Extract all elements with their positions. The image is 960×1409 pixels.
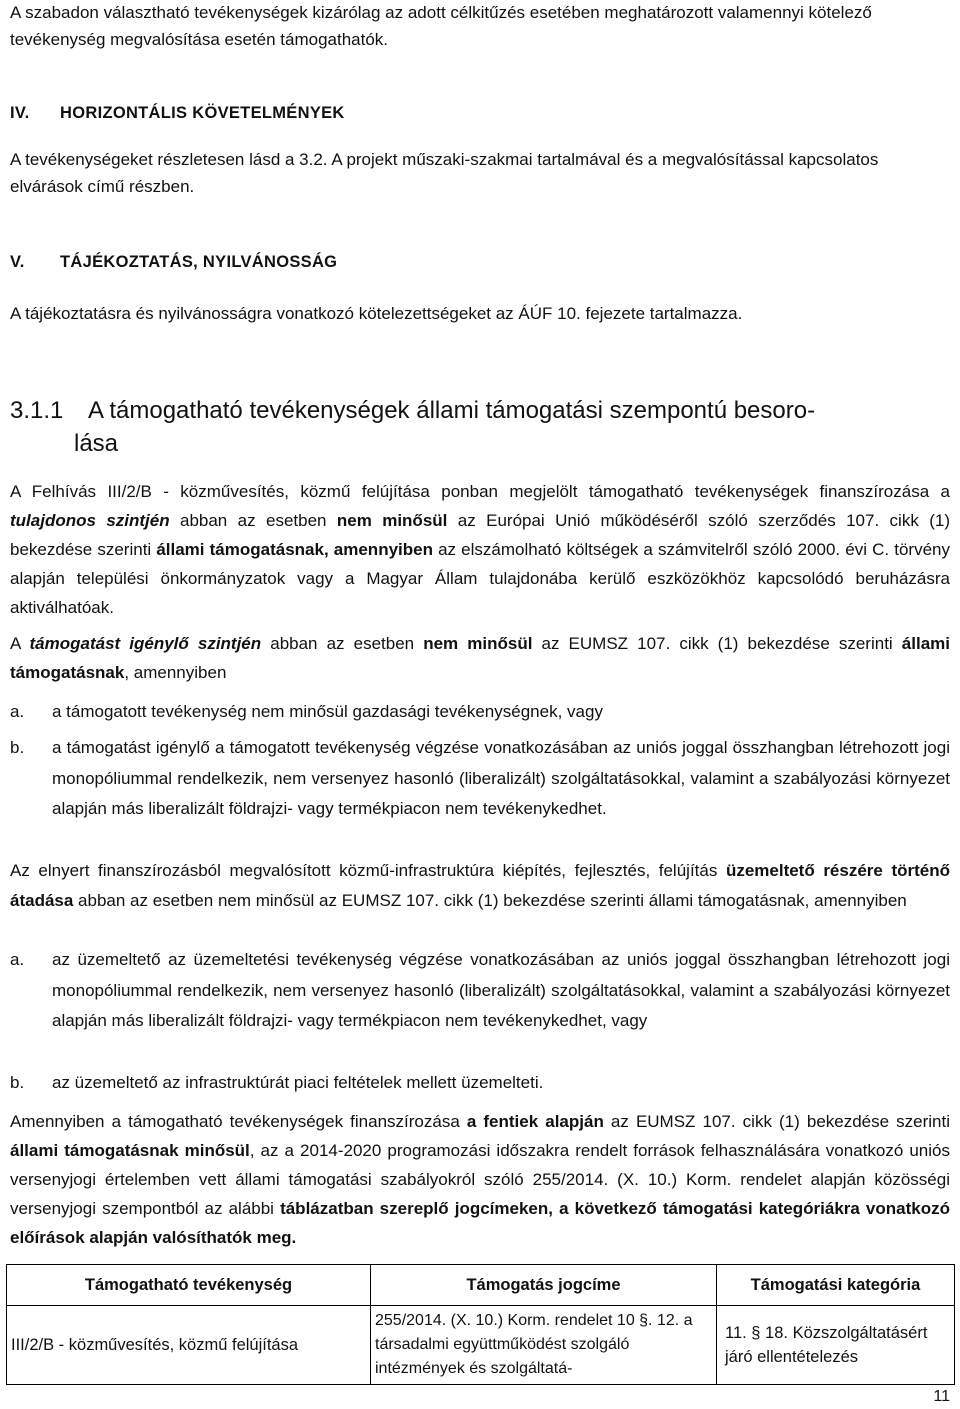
p4-bold-2: állami támogatásnak minősül	[10, 1141, 250, 1160]
p1-text-4: az elszámolható költségek a számvitelről szóló 2000. évi C. törvény alapján települési önkormányzatok vagy a Magyar Állam tulajdonába kerülő eszközökhöz kapcsolódó beruházásra aktiválhatóak.	[10, 540, 950, 617]
subsection-heading	[10, 394, 950, 460]
table-header-row	[7, 1265, 955, 1306]
table-header-cell: Támogatási kategória	[717, 1265, 955, 1306]
p2-text-1: A	[10, 634, 30, 653]
list-item-text: a támogatott tevékenység nem minősül gazdasági tevékenységnek, vagy	[52, 702, 603, 721]
table-header-cell: Támogatás jogcíme	[371, 1265, 717, 1306]
list-1-item-b	[10, 733, 950, 825]
subsection-number: 3.1.1	[10, 397, 64, 424]
list-1-item-a	[10, 697, 950, 728]
section-iv-number: IV.	[10, 104, 30, 122]
list-marker: b.	[10, 1073, 25, 1092]
p1-emph-1: tulajdonos szintjén	[10, 511, 170, 530]
paragraph-4	[10, 1107, 950, 1252]
p1-text-1: A Felhívás III/2/B - közművesítés, közmű felújítása ponban megjelölt támogatható tevékenységek finanszírozása a	[10, 482, 950, 501]
list-2-item-b	[10, 1068, 950, 1099]
subsection-title-line2: lása	[74, 430, 119, 457]
p1-bold-1: nem minősül	[336, 511, 448, 530]
section-v-text: A tájékoztatásra és nyilvánosságra vonatkozó kötelezettségeket az ÁÚF 10. fejezete tartalmazza.	[10, 304, 743, 323]
p1-bold-2: állami támogatásnak, amennyiben	[156, 540, 433, 559]
table-cell: 11. § 18. Közszolgáltatásért járó ellentételezés	[717, 1306, 955, 1385]
p4-text-3: , az a 2014-2020 programozási időszakra rendelt források felhasználására vonatkozó uniós versenyjogi értelemben vett állami támogatási szabályokról szóló 255/2014. (X. 10.) Korm. rendelet alapján közösségi versenyjogi szempontból az alábbi	[10, 1141, 950, 1218]
table-cell: III/2/B - közművesítés, közmű felújítása	[7, 1306, 371, 1385]
p2-bold-1: nem minősül	[423, 634, 533, 653]
list-marker: a.	[10, 702, 25, 721]
section-iv-title: HORIZONTÁLIS KÖVETELMÉNYEK	[60, 104, 345, 122]
p3-text-2: abban az esetben nem minősül az EUMSZ 107. cikk (1) bekezdése szerinti állami támogatásnak, amennyiben	[73, 890, 907, 910]
section-v-title: TÁJÉKOZTATÁS, NYILVÁNOSSÁG	[60, 253, 338, 271]
table-cell: 255/2014. (X. 10.) Korm. rendelet 10 §. 12. a társadalmi együttműködést szolgáló intézmények és szolgáltatá-	[371, 1306, 717, 1385]
paragraph-2	[10, 629, 950, 687]
p4-bold-1: a fentiek alapján	[466, 1112, 604, 1131]
intro-paragraph: A szabadon választható tevékenységek kizárólag az adott célkitűzés esetében meghatározott valamennyi kötelező tevékenység megvalósítása esetén támogathatók.	[10, 3, 872, 49]
section-iv-heading	[10, 104, 345, 123]
table-row	[7, 1306, 955, 1385]
p2-bold-2: állami támogatásnak	[10, 634, 950, 682]
page-number: 11	[933, 1388, 950, 1405]
section-v-number: V.	[10, 253, 25, 271]
p3-text-1: Az elnyert finanszírozásból megvalósított közmű-infrastruktúra kiépítés, fejlesztés, felújítás	[10, 861, 726, 880]
aid-category-table	[6, 1264, 955, 1385]
paragraph-1	[10, 477, 950, 622]
table-header-cell: Támogatható tevékenység	[7, 1265, 371, 1306]
list-2-item-a	[10, 945, 950, 1037]
section-iv-text: A tevékenységeket részletesen lásd a 3.2. A projekt műszaki-szakmai tartalmával és a megvalósítással kapcsolatos elvárások című részben.	[10, 150, 879, 196]
p2-text-4: , amennyiben	[124, 663, 227, 682]
p2-text-3: az EUMSZ 107. cikk (1) bekezdése szerinti	[532, 634, 902, 653]
p4-text-1: Amennyiben a támogatható tevékenységek finanszírozása	[10, 1112, 467, 1131]
list-item-text: az üzemeltető az infrastruktúrát piaci feltételek mellett üzemelteti.	[52, 1073, 544, 1092]
p1-text-3: az Európai Unió működéséről szóló szerződés 107. cikk (1) bekezdése szerinti	[10, 511, 950, 559]
list-item-text: az üzemeltető az üzemeltetési tevékenység végzése vonatkozásában az uniós joggal összhangban létrehozott jogi monopóliummal rendelkezik, nem versenyez hasonló (liberalizált) szolgáltatásokkal, valamint a szabályozási környezet alapján más liberalizált földrajzi- vagy termékpiacon nem tevékenykedhet, vagy	[52, 950, 950, 1030]
p4-text-2: az EUMSZ 107. cikk (1) bekezdése szerinti	[603, 1112, 951, 1131]
p2-emph-1: támogatást igénylő szintjén	[29, 634, 262, 653]
section-v-heading	[10, 253, 337, 272]
list-marker: a.	[10, 950, 25, 969]
p4-bold-3: táblázatban szereplő jogcímeken, a következő támogatási kategóriákra vonatkozó előírások alapján valósíthatók meg.	[10, 1199, 950, 1247]
subsection-title-line1: A támogatható tevékenységek állami támogatási szempontú besoro-	[88, 397, 816, 424]
list-item-text: a támogatást igénylő a támogatott tevékenység végzése vonatkozásában az uniós joggal összhangban létrehozott jogi monopóliummal rendelkezik, nem versenyez hasonló (liberalizált) szolgáltatásokkal, valamint a szabályozási környezet alapján más liberalizált földrajzi- vagy termékpiacon nem tevékenykedhet.	[52, 738, 950, 818]
paragraph-3	[10, 856, 950, 915]
list-marker: b.	[10, 738, 25, 757]
p3-bold-1: üzemeltető részére történő átadása	[10, 861, 951, 910]
p1-text-2: abban az esetben	[169, 511, 337, 530]
p2-text-2: abban az esetben	[261, 634, 424, 653]
